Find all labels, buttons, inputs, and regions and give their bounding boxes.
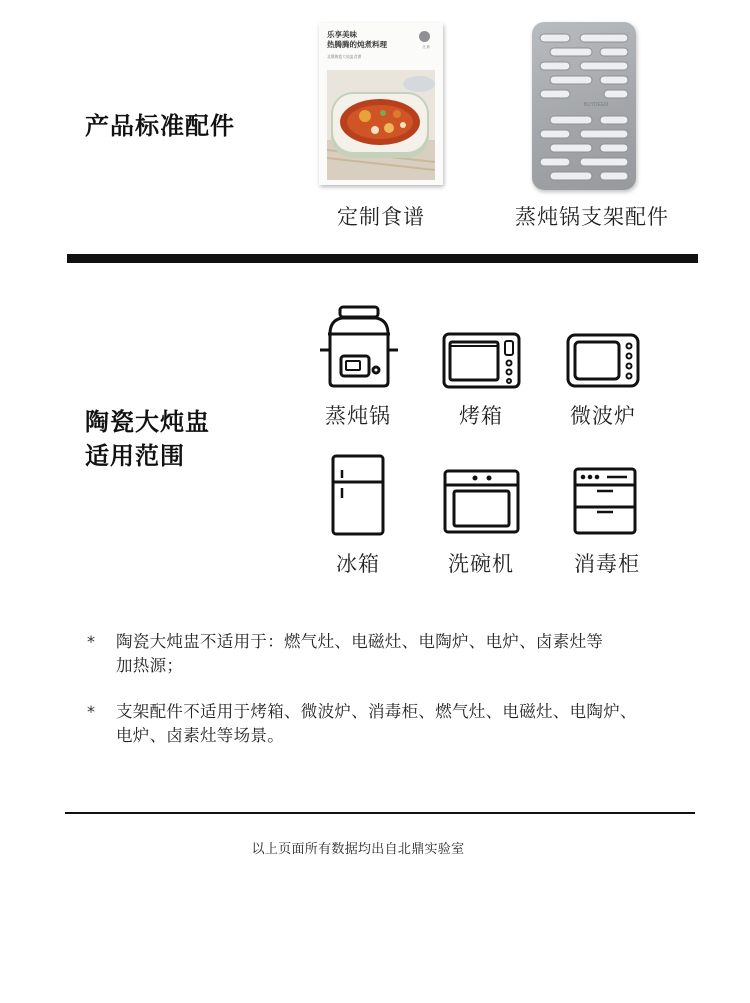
dishwasher-icon [443,469,520,534]
microwave-icon [566,333,640,388]
appliance-label-dishwasher: 洗碗机 [448,552,514,576]
appliance-label-sterilizer-cabinet: 消毒柜 [574,552,640,576]
rack-engraving: BUYDEEM [583,102,609,108]
note-marker: * [87,632,95,651]
stew-photo-icon [327,70,435,180]
note-ceramic-pot: 陶瓷大炖盅不适用于：燃气灶、电磁灶、电陶炉、电炉、卤素灶等 加热源； [116,632,604,675]
brand-logo-icon [419,31,430,42]
appliance-label-microwave: 微波炉 [570,404,636,428]
rack-slots-icon [532,22,636,190]
appliance-label-steamer: 蒸炖锅 [325,404,391,428]
footer-divider [65,812,695,814]
sterilizer-cabinet-icon [573,467,637,535]
recipe-book-title: 乐享美味 热腾腾的炖煮料理 [327,30,387,49]
recipe-book-subtitle: 北鼎陶瓷大炖盅食谱 [327,54,362,59]
section-divider [67,254,698,263]
applicable-heading: 陶瓷大炖盅 适用范围 [85,408,210,470]
note-rack: 支架配件不适用于烤箱、微波炉、消毒柜、燃气灶、电磁灶、电陶炉、 电炉、卤素灶等场景。 [116,702,637,745]
recipe-book-caption: 定制食谱 [337,205,425,229]
recipe-book-logo-text: 北 鼎 [422,45,430,49]
appliance-label-refrigerator: 冰箱 [336,552,380,576]
steamer-rack-image [532,22,636,190]
appliance-label-oven: 烤箱 [459,404,503,428]
refrigerator-icon [331,454,385,536]
recipe-book-image [319,23,443,185]
steamer-icon [318,304,400,388]
footer-note: 以上页面所有数据均出自北鼎实验室 [251,842,465,857]
steamer-rack-caption: 蒸炖锅支架配件 [515,205,669,229]
note-marker: * [87,702,95,721]
accessories-heading: 产品标准配件 [85,112,235,140]
oven-icon [442,332,521,389]
